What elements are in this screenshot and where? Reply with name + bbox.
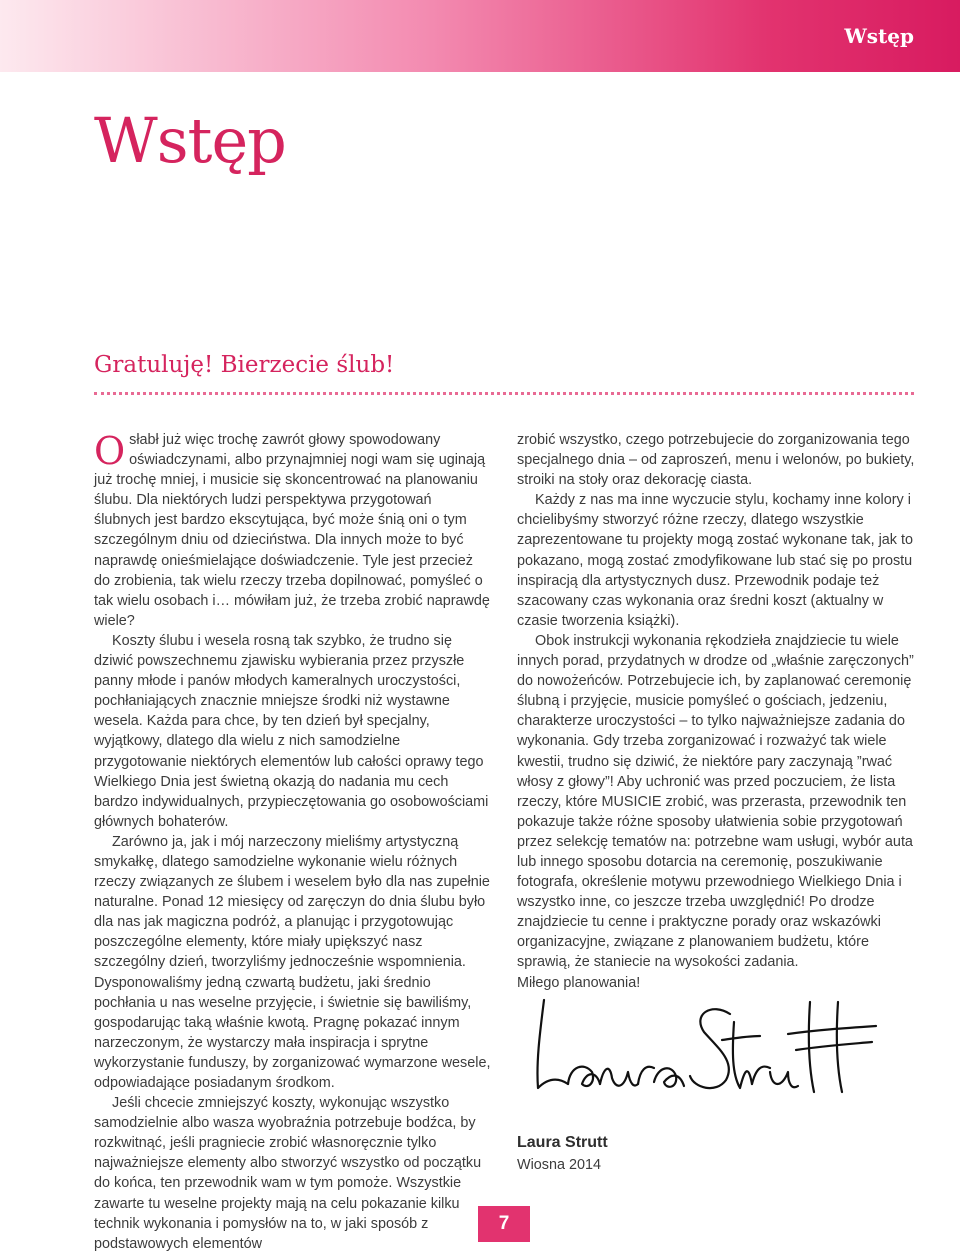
handwritten-signature: [526, 992, 886, 1102]
paragraph: Koszty ślubu i wesela rosną tak szybko, że trudno się dziwić powszechnemu zjawisku wybierania przez przyszłe panny młode i panów młodych kameralnych uroczystości, pochłaniających znacznie mniejsze środki niż wystawne wesela. Każda para chce, by ten dzień był specjalny, wyjątkowy, dlatego dla wielu z nich samodzielne przygotowanie niektórych elementów lub całości oprawy tego Wielkiego Dnia jest świetną okazją do nadania mu cech bardzo indywidualnych, przypieczętowania go osobowościami głównych bohaterów.: [94, 632, 489, 830]
header-bar: [0, 0, 960, 72]
paragraph-text: słabł już więc trochę zawrót głowy spowodowany oświadczynami, albo przynajmniej nogi wam się uginają już trochę mniej, i musicie się skoncentrować na planowaniu ślubu. Dla niektórych ludzi perspektywa przygotowań ślubnych jest bardzo ekscytująca, być może śnią oni o tym szczególnym dniu od dzieciństwa. Dla innych może to być naprawdę onieśmielające doświadczenie. Tyle jest przecież do zrobienia, tak wielu rzeczy trzeba dopilnować, pomyśleć o tak wielu osobach i… mówiłam już, że trzeba zrobić naprawdę wiele?: [94, 432, 490, 629]
date-line: Wiosna 2014: [517, 1157, 601, 1173]
paragraph: Każdy z nas ma inne wyczucie stylu, kochamy inne kolory i chcielibyśmy stworzyć różne rzeczy, dlatego wszystkie zaprezentowane tu projekty mogą zostać wykonane tak, jak to pokazano, mogą zostać zmodyfikowane lub stać się po prostu inspiracją dla artystycznych dusz. Przewodnik podaje też szacowany czas wykonania oraz średni koszt (aktualny w czasie tworzenia książki).: [517, 492, 913, 629]
paragraph: Jeśli chcecie zmniejszyć koszty, wykonując wszystko samodzielnie albo wasza wyobraźnia potrzebuje bodźca, by rozkwitnąć, jeśli pragniecie zrobić własnoręcznie tylko najważniejsze elementy albo stworzyć wszystko od początku do końca, ten przewodnik wam w tym pomoże. Wszystkie zawarte tu weselne projekty mają na celu pokazanie kilku technik wykonania i pomysłów na to, w jaki sposób z podstawowych elementów: [94, 1095, 482, 1252]
left-column: [94, 430, 492, 1254]
page-number-badge: 7: [478, 1206, 530, 1242]
paragraph: [94, 430, 492, 631]
paragraph: Zarówno ja, jak i mój narzeczony mieliśmy artystyczną smykałkę, dlatego samodzielne wykonanie wielu różnych rzeczy związanych ze ślubem i weselem było dla nas zupełnie naturalne. Ponad 12 miesięcy od zaręczyn do dnia ślubu było dla nas jak magiczna podróż, a planując i przygotowując poszczególne elementy, które miały upiększyć nasz szczególny dzień, tworzyliśmy jednocześnie wspomnienia. Dysponowaliśmy jedną czwartą budżetu, jaki średnio pochłania u nas weselne przyjęcie, i świetnie się bawiliśmy, gospodarując taką właśnie kwotą. Pragnę pokazać innym narzeczonym, że wystarczy mała inspiracja i sprytne wykorzystanie funduszy, by zorganizować wymarzone wesele, odpowiadające posiadanym środkom.: [94, 833, 491, 1091]
author-name: Laura Strutt: [517, 1134, 608, 1151]
section-label: Wstęp: [844, 24, 914, 48]
dotted-divider: [94, 392, 914, 395]
right-column: [517, 430, 917, 993]
page-title: Wstęp: [94, 104, 286, 177]
paragraph: Obok instrukcji wykonania rękodzieła znajdziecie tu wiele innych porad, przydatnych w drodze od „właśnie zaręczonych” do nowożeńców. Potrzebujecie ich, by zaplanować ceremonię ślubną i przyjęcie, musicie pomyśleć o gościach, jedzeniu, charakterze uroczystości – to tylko najważniejsze zadania do wykonania. Gdy trzeba zorganizować i rozważyć tak wiele kwestii, trudno się dziwić, że niektóre pary zaczynają ”rwać włosy z głowy”! Aby uchronić was przed poczuciem, że lista rzeczy, które MUSICIE zrobić, was przerasta, przewodnik ten pokazuje także różne sposoby ułatwienia sobie przygotowań przez selekcję tematów na: potrzebne wam usługi, wybór auta lub innego sposobu dotarcia na ceremonię, poszukiwanie fotografa, określenie motywu przewodniego Wielkiego Dnia i wszystko inne, co jeszcze trzeba uwzględnić! Po drodze znajdziecie tu cenne i praktyczne porady oraz wskazówki organizacyjne, związane z planowaniem budżetu, które sprawią, że staniecie na wysokości zadania.: [517, 632, 914, 971]
paragraph: zrobić wszystko, czego potrzebujecie do zorganizowania tego specjalnego dnia – od zaproszeń, menu i welonów, po bukiety, stroiki na stoły oraz dekorację ciasta.: [517, 432, 915, 489]
subheading: Gratuluję! Bierzecie ślub!: [94, 352, 395, 378]
drop-cap: O: [94, 429, 126, 473]
closing-line: Miłego planowania!: [517, 974, 641, 991]
